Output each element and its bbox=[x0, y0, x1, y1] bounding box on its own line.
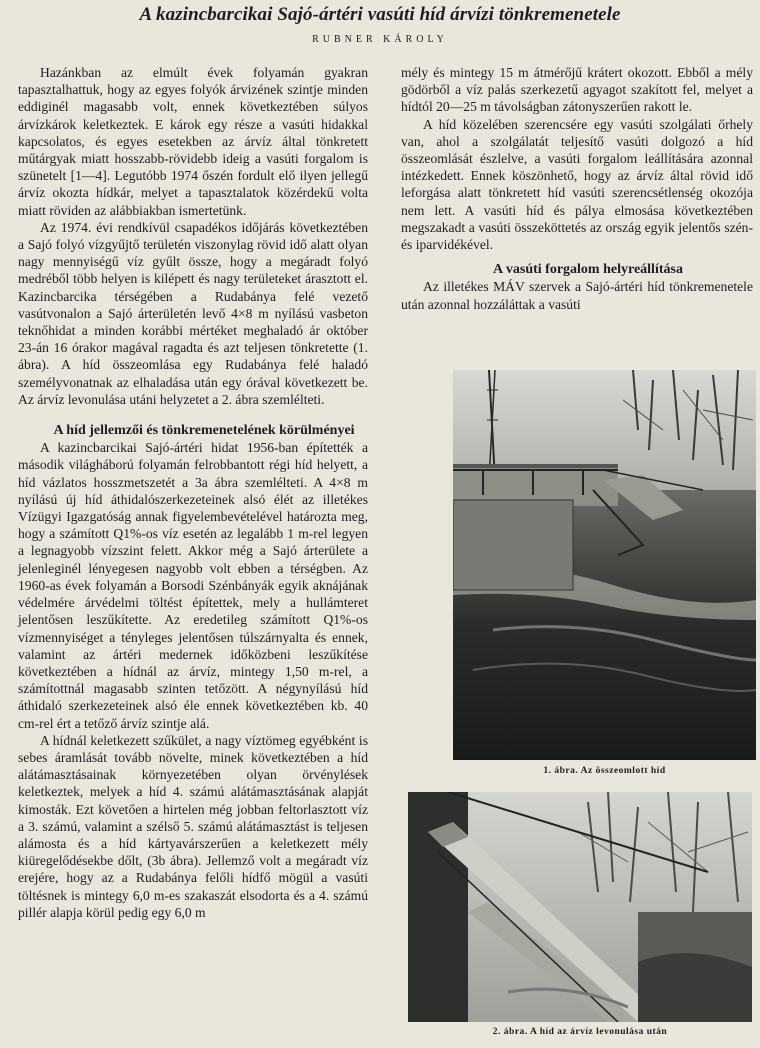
collapsed-bridge-photo bbox=[453, 370, 756, 760]
bridge-after-flood-photo bbox=[408, 792, 752, 1022]
paragraph: A híd közelében szerencsére egy vasúti szolgálati őrhely van, ahol a szolgálatát teljesítő vasúti dolgozó a híd összeomlását észlelve, a vasúti forgalom leállítására azonnal intézkedett. Ennek köszönhető, hogy az árvíz által rövid idő leforgása alatt tönkretett híd vasúti szerencsétlenség okozója nem lett. A vasúti híd és pálya elmosása következtében megszakadt a vasúti összeköttetés az ország egyik jelentős szén- és iparvidékével. bbox=[401, 116, 753, 253]
figure-caption-1: 1. ábra. Az összeomlott híd bbox=[543, 766, 666, 776]
paragraph: Hazánkban az elmúlt évek folyamán gyakran tapasztalhattuk, hogy az egyes folyók árvizének szintje minden eddiginél magasabb volt, ennek következtében súlyos árvízkárok keletkeztek. E károk egy része a vasúti hidakkal kapcsolatos, és egyes esetekben az árvíz által tönkretett műtárgyak miatt hosszabb-rövidebb ideig a vasúti forgalom is szünetelt [1—4]. Legutóbb 1974 őszén fordult elő ilyen jellegű árvíz okozta hídkár, melyet a tapasztalatok közérdekű volta miatt röviden az alábbiakban ismertetünk. bbox=[18, 65, 368, 218]
paragraph: A kazincbarcikai Sajó-ártéri hidat 1956-ban építették a második világháború folyamán felrobbantott régi híd helyett, a híd vázlatos hosszmetszetét a 3a ábra szemlélteti. A 4×8 m nyílású új híd áthidalószerkezeteinek alsó élét az illetékes Vízügyi Igazgatóság annak figyelembevételével határozta meg, hogy a számított Q1%-os víz esetén az legalább 1 m-rel legyen a legnagyobb vízszint felett. Akkor még a Sajó árterülete a jelenleginél lényegesen nagyobb volt ebben a térségben. Az 1960-as évek folyamán a Borsodi Szénbányák egyik aknájának védelmére árvédelmi töltést építettek, mely a hullámteret jelentősen leszűkítette. Az eredetileg számított Q1%-os vízmennyiséget a tényleges jelentősen túlszárnyalta és ennek, valamint az ártéri medernek időközbeni leszűkítése következtében a hídnál az árvíz, mintegy 1,50 m-rel, a számítottnál magasabb szinten tetőzött. A négynyílású híd áthidaló szerkezeteinek alsó éle ennek következtében kb. 40 cm-rel ért a tetőző árvíz szintje alá. bbox=[18, 440, 368, 731]
article-title: A kazincbarcikai Sajó-ártéri vasúti híd árvízi tönkremenetele bbox=[139, 4, 621, 25]
bridge-after-flood-illustration bbox=[408, 792, 752, 1022]
collapsed-bridge-illustration bbox=[453, 370, 756, 760]
paragraph: Az illetékes MÁV szervek a Sajó-ártéri híd tönkremenetele után azonnal hozzáláttak a vasúti bbox=[401, 279, 753, 312]
paragraph: mély és mintegy 15 m átmérőjű krátert okozott. Ebből a mély gödörből a víz palás szerkezetű agyagot szakított fel, melyet a hídtól 20—25 m távolságban zátonyszerűen rakott le. bbox=[401, 65, 753, 115]
author-name: RUBNER KÁROLY bbox=[312, 34, 448, 45]
section-heading: A vasúti forgalom helyreállítása bbox=[493, 262, 683, 278]
figure-caption-2: 2. ábra. A híd az árvíz levonulása után bbox=[492, 1027, 668, 1037]
paragraph: A hídnál keletkezett szűkület, a nagy víztömeg egyébként is sebes áramlását tovább növelte, minek következtében a híd alátámasztásainak környezetében olyan örvénylések keletkeztek, melyek a híd 4. számú alátámasztásának alapját kimosták. Ezt követően a hirtelen még jobban feltorlasztott víz a 3. számú, valamint a szélső 5. számú alátámasztást is teljesen alámosta és a híd kártyavárszerűen a keletkezett mély kiüregelődésekbe dőlt, (3b ábra). Jellemző volt a megáradt víz erejére, hogy az a Rudabánya felőli hídfő mögül a vasúti töltésnek is mintegy 6,0 m-es szakaszát elsodorta és a 4. számú pillér alapja körül pedig egy 6,0 m bbox=[18, 732, 368, 920]
column-left bbox=[18, 64, 368, 921]
section-heading: A híd jellemzői és tönkremenetelének körülményei bbox=[53, 423, 355, 439]
column-right bbox=[401, 64, 753, 313]
paragraph: Az 1974. évi rendkívül csapadékos időjárás következtében a Sajó folyó vízgyűjtő területén viszonylag rövid idő alatt olyan nagy mennyiségű víz gyűlt össze, hogy a megáradt folyó medréből több helyen is kilépett és nagy területeket árasztott el. Kazincbarcika térségében a Rudabánya felé vezető vasútvonalon a Sajó árterületén levő 4×8 m nyílású vasbeton teknőhidat a minden korábbi mértéket meghaladó ár október 23-án 16 órakor magával ragadta és azt teljesen tönkretette (1. ábra). A híd összeomlása egy Rudabánya felé haladó személyvonatnak az elhaladása után egy órával következett be. Az árvíz levonulása utáni helyzetet a 2. ábra szemlélteti. bbox=[18, 219, 368, 407]
